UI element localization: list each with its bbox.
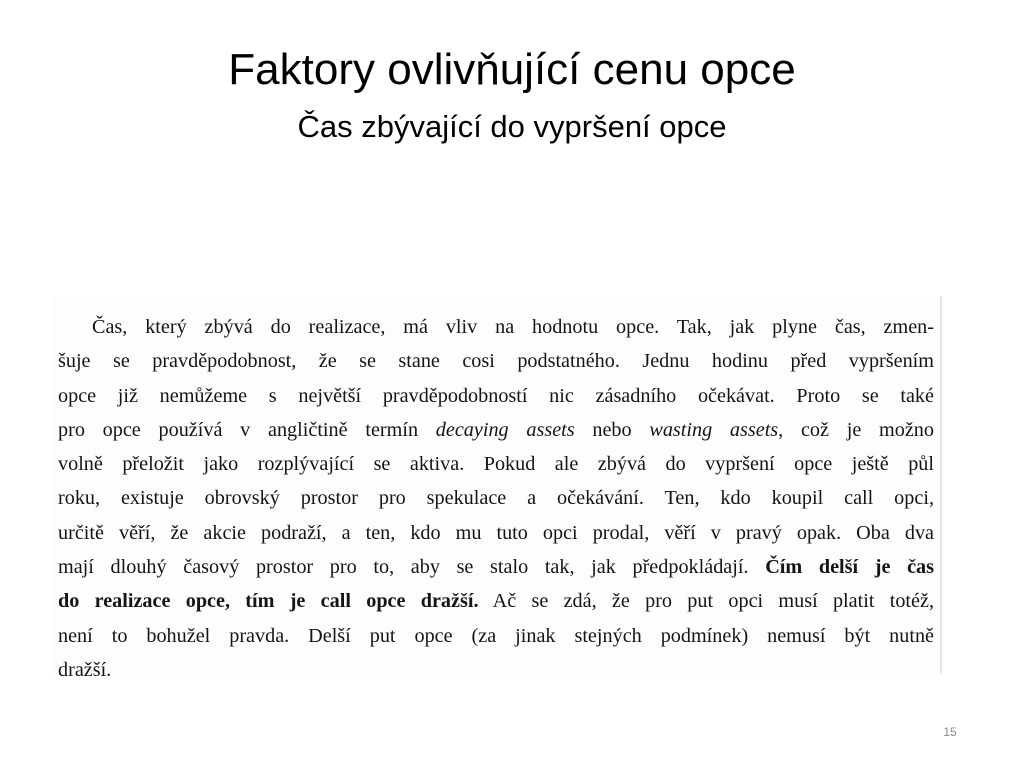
- paragraph-line: [58, 344, 934, 378]
- paragraph-line: [58, 516, 934, 550]
- slide-title: Faktory ovlivňující cenu opce: [228, 45, 796, 94]
- paragraph-line: [58, 550, 934, 584]
- text-run: určitě věří, že akcie podraží, a ten, kdo mu tuto opci prodal, věří v pravý opak. Oba dva: [58, 521, 934, 544]
- italic-term: decaying assets: [435, 418, 575, 441]
- paragraph-line: [58, 379, 934, 413]
- paragraph-line: [58, 310, 934, 344]
- text-run: volně přeložit jako rozplývající se aktiva. Pokud ale zbývá do vypršení opce ještě půl: [58, 453, 934, 476]
- scanned-text-image: [52, 296, 942, 681]
- text-run: dražší.: [58, 658, 112, 681]
- text-run: roku, existuje obrovský prostor pro spekulace a očekávání. Ten, kdo koupil call opci,: [58, 487, 934, 510]
- text-run: mají dlouhý časový prostor pro to, aby se stalo tak, jak předpokládají.: [58, 556, 766, 579]
- text-run: Čas, který zbývá do realizace, má vliv na hodnotu opce. Tak, jak plyne čas, zmen-: [92, 316, 934, 338]
- scanned-paragraph: [58, 310, 934, 687]
- italic-term: wasting assets: [649, 418, 779, 441]
- text-run: Ač se zdá, že pro put opci musí platit totéž,: [478, 590, 934, 613]
- text-run: šuje se pravděpodobnost, že se stane cosi podstatného. Jednu hodinu před vypršením: [58, 350, 934, 373]
- text-run: opce již nemůžeme s největší pravděpodobností nic zásadního očekávat. Proto se také: [58, 384, 934, 407]
- text-run: pro opce používá v angličtině termín: [58, 418, 436, 441]
- text-run: nebo: [574, 418, 650, 441]
- text-run: , což je možno: [778, 418, 934, 441]
- text-run: není to bohužel pravda. Delší put opce (za jinak stejných podmínek) nemusí být nutně: [58, 624, 934, 647]
- paragraph-line: [58, 653, 934, 687]
- page-number: 15: [943, 725, 957, 739]
- paragraph-line: [58, 481, 934, 515]
- bold-emphasis: do realizace opce, tím je call opce dražší.: [58, 590, 479, 613]
- paragraph-line: [58, 619, 934, 653]
- paragraph-line: [58, 447, 934, 481]
- paragraph-line: [58, 413, 934, 447]
- paragraph-line: [58, 584, 934, 618]
- slide-subtitle: Čas zbývající do vypršení opce: [297, 109, 727, 144]
- bold-emphasis: Čím delší je čas: [765, 556, 934, 579]
